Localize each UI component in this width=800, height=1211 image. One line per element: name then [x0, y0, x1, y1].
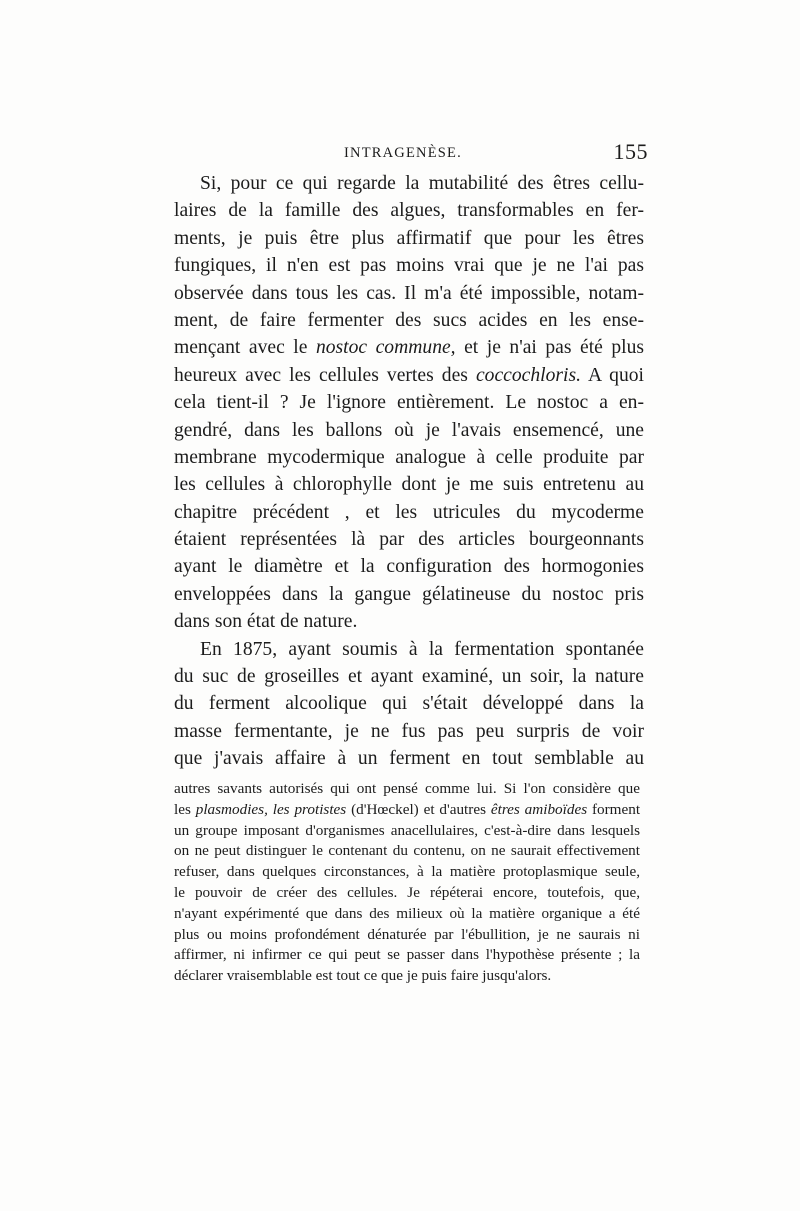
italic-term: plasmodies, les protistes: [195, 800, 347, 818]
text-line: dans son état de nature.: [174, 611, 358, 633]
text-segment: A quoi: [588, 364, 644, 386]
text-segment: les: [174, 800, 191, 818]
text-line: gendré, dans les ballons où je l'avais ensemencé, une: [174, 419, 644, 441]
italic-term: êtres amiboïdes: [490, 800, 588, 818]
text-line: étaient représentées là par des articles bourgeonnants: [174, 529, 644, 551]
footnote-line: on ne peut distinguer le contenant du contenu, on ne saurait effectivement: [174, 842, 640, 860]
text-line: membrane mycodermique analogue à celle produite par: [174, 446, 644, 468]
text-segment: mençant avec le: [174, 337, 308, 359]
text-line: ayant le diamètre et la configuration des hormogonies: [174, 556, 644, 578]
footnote-line: [174, 800, 640, 821]
text-line: que j'avais affaire à un ferment en tout semblable au: [174, 748, 644, 770]
text-line: fungiques, il n'en est pas moins vrai que je ne l'ai pas: [174, 255, 644, 277]
footnote-line: refuser, dans quelques circonstances, à la matière protoplasmique seule,: [174, 863, 640, 881]
text-line: En 1875, ayant soumis à la fermentation spontanée: [200, 638, 644, 660]
text-line: Si, pour ce qui regarde la mutabilité des êtres cellu-: [200, 173, 644, 194]
text-line: observée dans tous les cas. Il m'a été impossible, notam-: [174, 282, 644, 304]
footnote-line: affirmer, ni infirmer ce qui peut se passer dans l'hypothèse présente ; la: [174, 946, 640, 964]
text-line: du suc de groseilles et ayant examiné, un soir, la nature: [174, 666, 644, 688]
italic-term: coccochloris.: [475, 364, 581, 386]
footnote-line: un groupe imposant d'organismes anacellulaires, c'est-à-dire dans lesquels: [174, 821, 640, 839]
footnote-line: plus ou moins profondément dénaturée par l'ébullition, je ne saurais ni: [174, 925, 640, 943]
text-segment: (d'Hœckel) et d'autres: [351, 800, 486, 818]
footnote-line: autres savants autorisés qui ont pensé comme lui. Si l'on considère que: [174, 780, 640, 797]
footnote-line: le pouvoir de créer des cellules. Je répéterai encore, toutefois, que,: [174, 883, 640, 901]
footnote-line: n'ayant expérimenté que dans des milieux où la matière organique a été: [174, 904, 640, 922]
page-number: 155: [613, 139, 648, 164]
text-line: masse fermentante, je ne fus pas peu surpris de voir: [174, 720, 644, 742]
text-line: cela tient-il ? Je l'ignore entièrement. Le nostoc a en-: [174, 392, 644, 414]
running-head: [170, 141, 648, 169]
main-text: [174, 170, 644, 773]
text-line: les cellules à chlorophylle dont je me suis entretenu au: [174, 474, 644, 496]
text-line: du ferment alcoolique qui s'était développé dans la: [174, 693, 644, 715]
text-line: [174, 334, 644, 361]
text-line: ment, de faire fermenter des sucs acides en les ense-: [174, 309, 644, 331]
text-segment: forment: [591, 800, 641, 818]
text-line: chapitre précédent , et les utricules du mycoderme: [174, 501, 644, 523]
running-title: INTRAGENÈSE.: [344, 145, 462, 161]
text-segment: et je n'ai pas été plus: [464, 337, 645, 359]
text-line: laires de la famille des algues, transformables en fer-: [174, 200, 644, 222]
footnote-line: déclarer vraisemblable est tout ce que je puis faire jusqu'alors.: [174, 967, 552, 985]
italic-term: nostoc commune,: [315, 337, 456, 359]
text-line: ments, je puis être plus affirmatif que pour les êtres: [174, 227, 644, 249]
text-segment: heureux avec les cellules vertes des: [174, 364, 468, 386]
footnote: [174, 779, 640, 987]
text-line: [174, 362, 644, 389]
text-line: enveloppées dans la gangue gélatineuse du nostoc pris: [174, 583, 644, 605]
